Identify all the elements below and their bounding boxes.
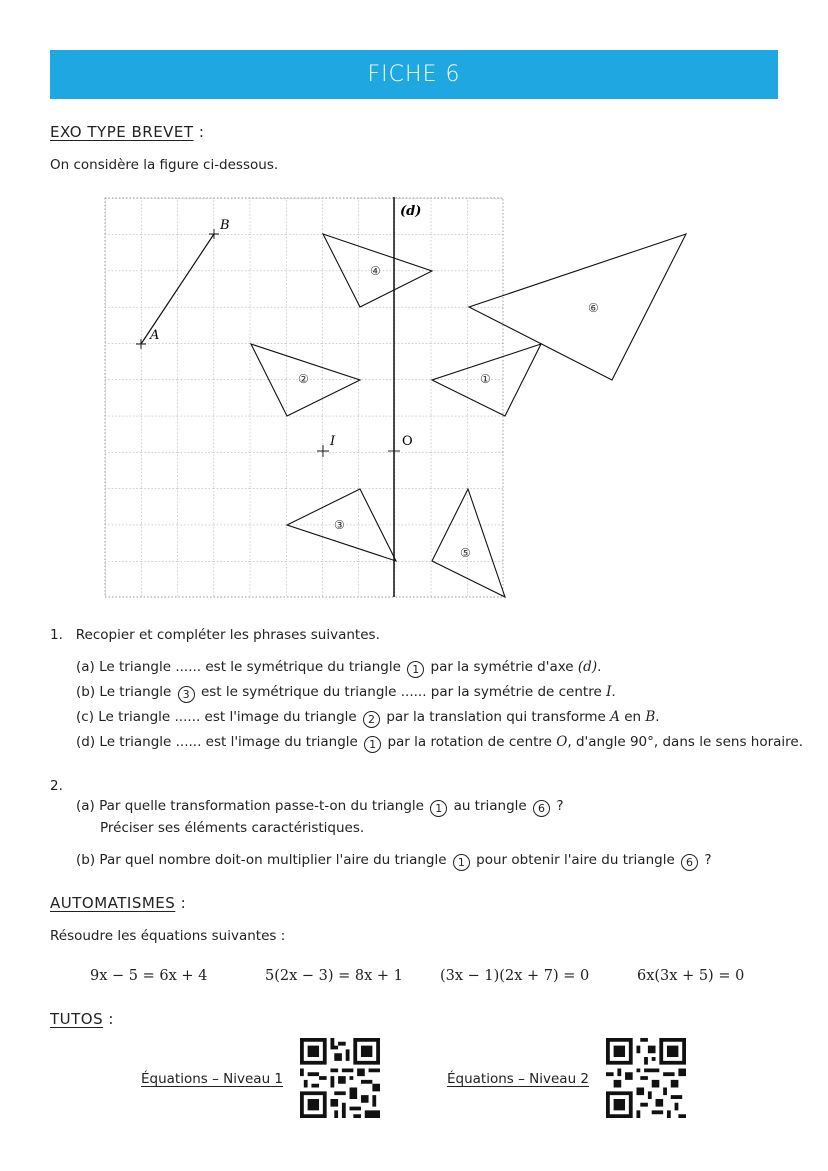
q1-item-b: (b) Le triangle 3 est le symétrique du triangle ...... par la symétrie de centre I. [76, 684, 616, 701]
equation-1: 9x − 5 = 6x + 4 [90, 968, 208, 984]
qr-code-icon[interactable] [606, 1038, 686, 1118]
q1-prompt: 1. Recopier et compléter les phrases suivantes. [50, 627, 380, 643]
circled-number: 3 [178, 686, 195, 703]
qr-code-icon[interactable] [300, 1038, 380, 1118]
triangle-1-label: ① [480, 372, 491, 386]
geometry-figure [104, 197, 599, 599]
q2-number: 2. [50, 778, 63, 794]
triangle-3-label: ③ [334, 518, 345, 532]
equation-3: (3x − 1)(2x + 7) = 0 [440, 968, 590, 984]
equation-2: 5(2x − 3) = 8x + 1 [265, 968, 403, 984]
q2-item-b: (b) Par quel nombre doit-on multiplier l'aire du triangle 1 pour obtenir l'aire du triangle 6 ? [76, 852, 712, 869]
equation-4: 6x(3x + 5) = 0 [637, 968, 745, 984]
automatismes-intro: Résoudre les équations suivantes : [50, 928, 286, 944]
section-heading-automatismes: AUTOMATISMES : [50, 894, 187, 912]
exo-intro: On considère la figure ci-dessous. [50, 157, 279, 173]
point-o-label: O [402, 434, 413, 449]
circled-number: 1 [453, 854, 470, 871]
page-title: FICHE 6 [367, 62, 461, 87]
grid-background [105, 198, 503, 597]
circled-number: 6 [533, 800, 550, 817]
q1-item-a: (a) Le triangle ...... est le symétrique du triangle 1 par la symétrie d'axe (d). [76, 659, 602, 676]
tuto-link-niveau-2[interactable]: Équations – Niveau 2 [447, 1071, 590, 1087]
section-heading-exo-label: EXO TYPE BREVET [50, 123, 194, 141]
triangle-5-label: ⑤ [460, 546, 471, 560]
axis-d-label: (d) [400, 204, 422, 219]
triangle-2-label: ② [298, 372, 309, 386]
circled-number: 2 [363, 711, 380, 728]
point-b-label: B [220, 218, 230, 233]
q1-item-d: (d) Le triangle ...... est l'image du triangle 1 par la rotation de centre O, d'angle 90°, dans le sens horaire. [76, 734, 804, 751]
q2-item-a: (a) Par quelle transformation passe-t-on du triangle 1 au triangle 6 ? [76, 798, 564, 815]
page-banner [50, 50, 778, 99]
section-heading-tutos: TUTOS : [50, 1010, 114, 1028]
point-i-label: I [330, 434, 336, 449]
section-heading-exo: EXO TYPE BREVET : [50, 123, 205, 141]
q1-item-c: (c) Le triangle ...... est l'image du triangle 2 par la translation qui transforme A en B. [76, 709, 660, 726]
circled-number: 1 [430, 800, 447, 817]
circled-number: 1 [407, 661, 424, 678]
circled-number: 6 [681, 854, 698, 871]
point-a-label: A [150, 328, 160, 343]
q2-item-a-line2: Préciser ses éléments caractéristiques. [100, 820, 365, 836]
triangle-6-label: ⑥ [588, 301, 599, 315]
triangle-4-label: ④ [370, 264, 381, 278]
circled-number: 1 [364, 736, 381, 753]
tuto-link-niveau-1[interactable]: Équations – Niveau 1 [141, 1071, 284, 1087]
